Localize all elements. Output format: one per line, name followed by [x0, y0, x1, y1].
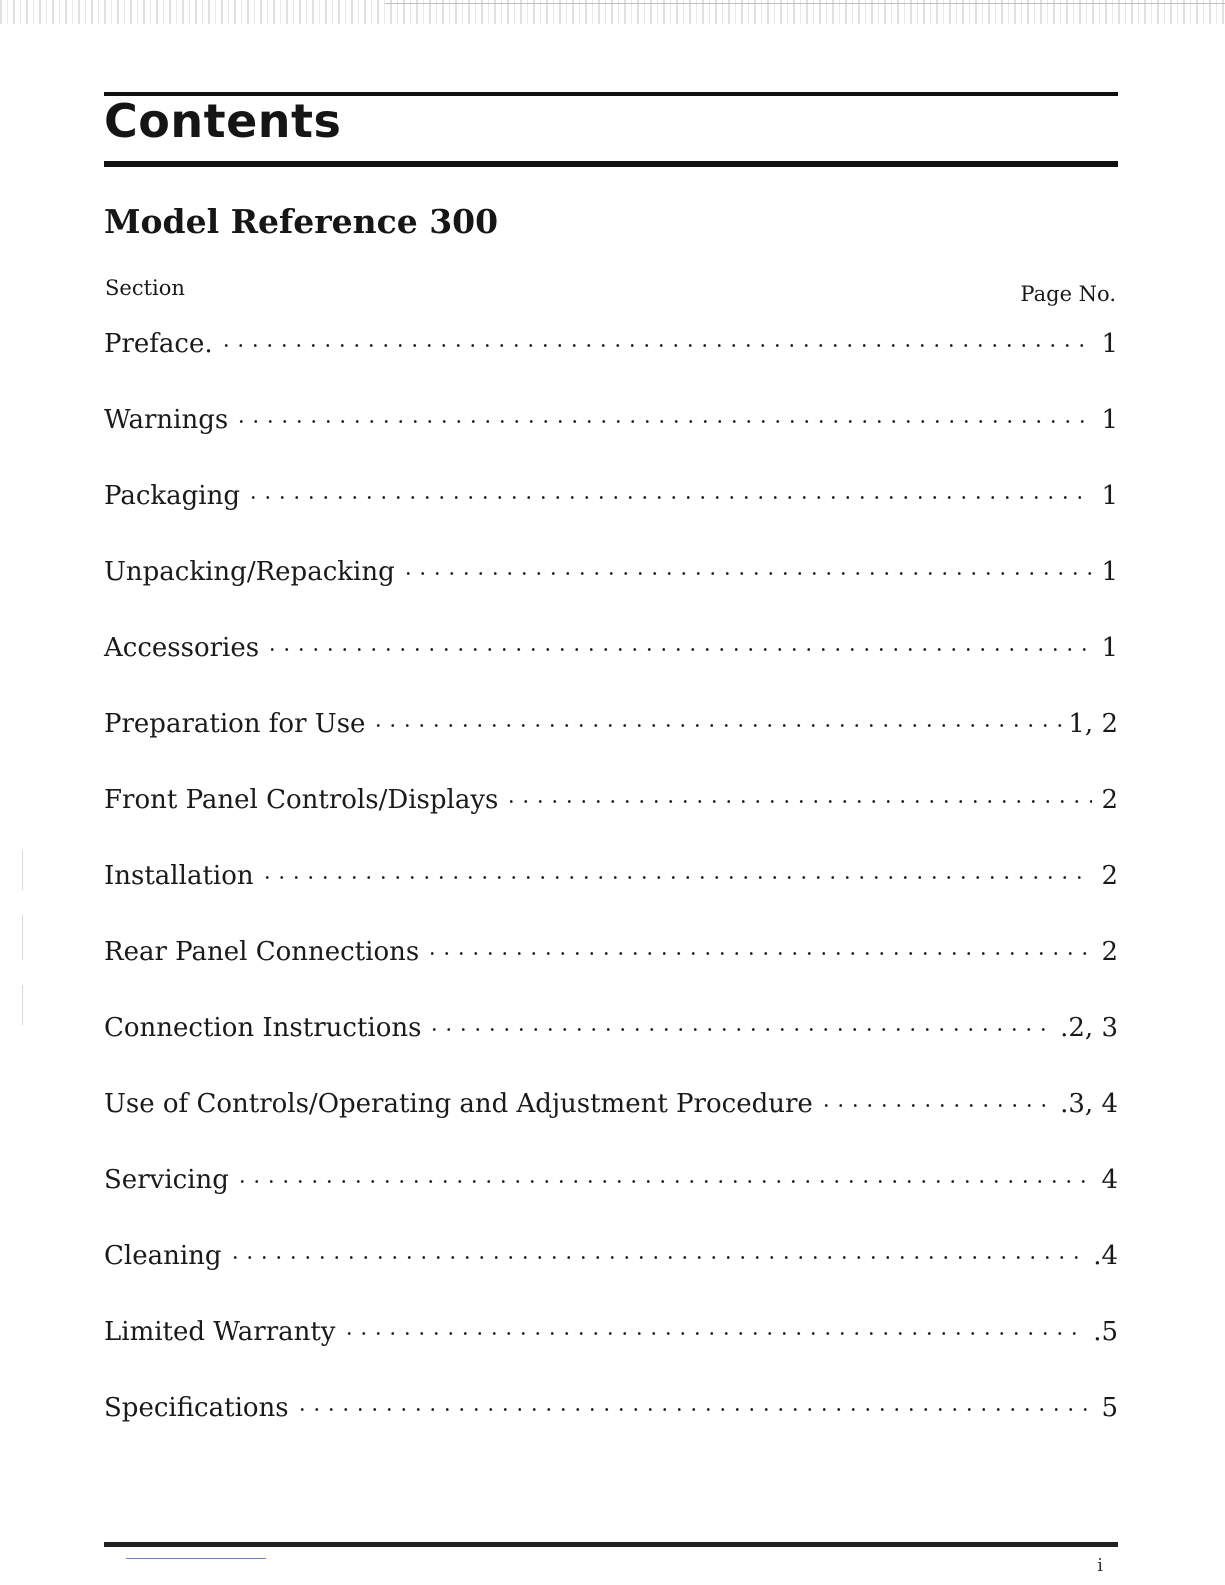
- section-column-label: Section: [105, 276, 185, 300]
- toc-entry-page: 1: [1101, 556, 1118, 587]
- toc-entry-page: .2, 3: [1060, 1012, 1118, 1043]
- dot-leader: [219, 323, 1092, 352]
- dot-leader: [234, 399, 1092, 428]
- toc-entry-label: Packaging: [104, 480, 240, 511]
- scan-margin-mark: [22, 915, 23, 960]
- toc-entry-page: 1, 2: [1068, 708, 1118, 739]
- toc-entry-label: Servicing: [104, 1164, 229, 1195]
- toc-entry-label: Accessories: [104, 632, 260, 663]
- dot-leader: [265, 627, 1092, 656]
- dot-leader: [235, 1159, 1092, 1188]
- toc-entry-label: Warnings: [104, 404, 229, 435]
- toc-entry-label: Preparation for Use: [104, 708, 366, 739]
- dot-leader: [819, 1083, 1054, 1112]
- toc-entry-packaging: [104, 475, 1118, 551]
- toc-entry-label: Rear Panel Connections: [104, 936, 420, 967]
- dot-leader: [260, 855, 1092, 884]
- toc-entry-use-of-controls: [104, 1083, 1118, 1159]
- toc-entry-label: Installation: [104, 860, 254, 891]
- toc-entry-cleaning: [104, 1235, 1118, 1311]
- dot-leader: [228, 1235, 1088, 1264]
- dot-leader: [401, 551, 1092, 580]
- toc-entry-page: 4: [1101, 1164, 1118, 1195]
- toc-entry-label: Limited Warranty: [104, 1316, 336, 1347]
- toc-entry-servicing: [104, 1159, 1118, 1235]
- toc-entry-page: 1: [1101, 480, 1118, 511]
- scan-margin-mark: [22, 850, 23, 890]
- dot-leader: [427, 1007, 1054, 1036]
- toc-entry-unpacking: [104, 551, 1118, 627]
- scan-margin-mark: [22, 985, 23, 1025]
- toc-entry-label: Unpacking/Repacking: [104, 556, 395, 587]
- toc-entry-preface: [104, 323, 1118, 399]
- toc-entry-label: Preface.: [104, 328, 213, 359]
- toc-entry-connection-instructions: [104, 1007, 1118, 1083]
- model-title: Model Reference 300: [104, 202, 499, 241]
- toc-entry-label: Front Panel Controls/Displays: [104, 784, 499, 815]
- toc-entry-page: .3, 4: [1060, 1088, 1118, 1119]
- toc-entry-installation: [104, 855, 1118, 931]
- toc-entry-limited-warranty: [104, 1311, 1118, 1387]
- dot-leader: [246, 475, 1092, 504]
- toc-entry-page: .5: [1093, 1316, 1118, 1347]
- toc-entry-page: 2: [1101, 936, 1118, 967]
- toc-entry-page: 2: [1101, 860, 1118, 891]
- dot-leader: [295, 1387, 1092, 1416]
- dot-leader: [425, 931, 1092, 960]
- toc-entry-page: .4: [1093, 1240, 1118, 1271]
- title-rule: [104, 161, 1118, 167]
- toc-entry-accessories: [104, 627, 1118, 703]
- toc-entry-page: 1: [1101, 404, 1118, 435]
- table-of-contents: [104, 323, 1118, 1463]
- toc-entry-page: 1: [1101, 632, 1118, 663]
- dot-leader: [371, 703, 1062, 732]
- dot-leader: [504, 779, 1092, 808]
- toc-entry-warnings: [104, 399, 1118, 475]
- toc-entry-specifications: [104, 1387, 1118, 1463]
- bottom-rule: [104, 1542, 1118, 1547]
- toc-entry-label: Cleaning: [104, 1240, 222, 1271]
- page-folio: i: [1097, 1555, 1103, 1576]
- toc-entry-label: Use of Controls/Operating and Adjustment Procedure: [104, 1088, 813, 1119]
- dot-leader: [342, 1311, 1088, 1340]
- toc-entry-page: 2: [1101, 784, 1118, 815]
- page-title: Contents: [104, 94, 342, 148]
- toc-entry-rear-panel: [104, 931, 1118, 1007]
- toc-entry-label: Connection Instructions: [104, 1012, 422, 1043]
- toc-entry-label: Specifications: [104, 1392, 289, 1423]
- toc-entry-preparation: [104, 703, 1118, 779]
- toc-entry-page: 5: [1101, 1392, 1118, 1423]
- scan-artifact-header: [0, 0, 1225, 38]
- page-column-label: Page No.: [1020, 282, 1116, 306]
- toc-entry-page: 1: [1101, 328, 1118, 359]
- toc-entry-front-panel: [104, 779, 1118, 855]
- scan-underline-artifact: [126, 1558, 266, 1559]
